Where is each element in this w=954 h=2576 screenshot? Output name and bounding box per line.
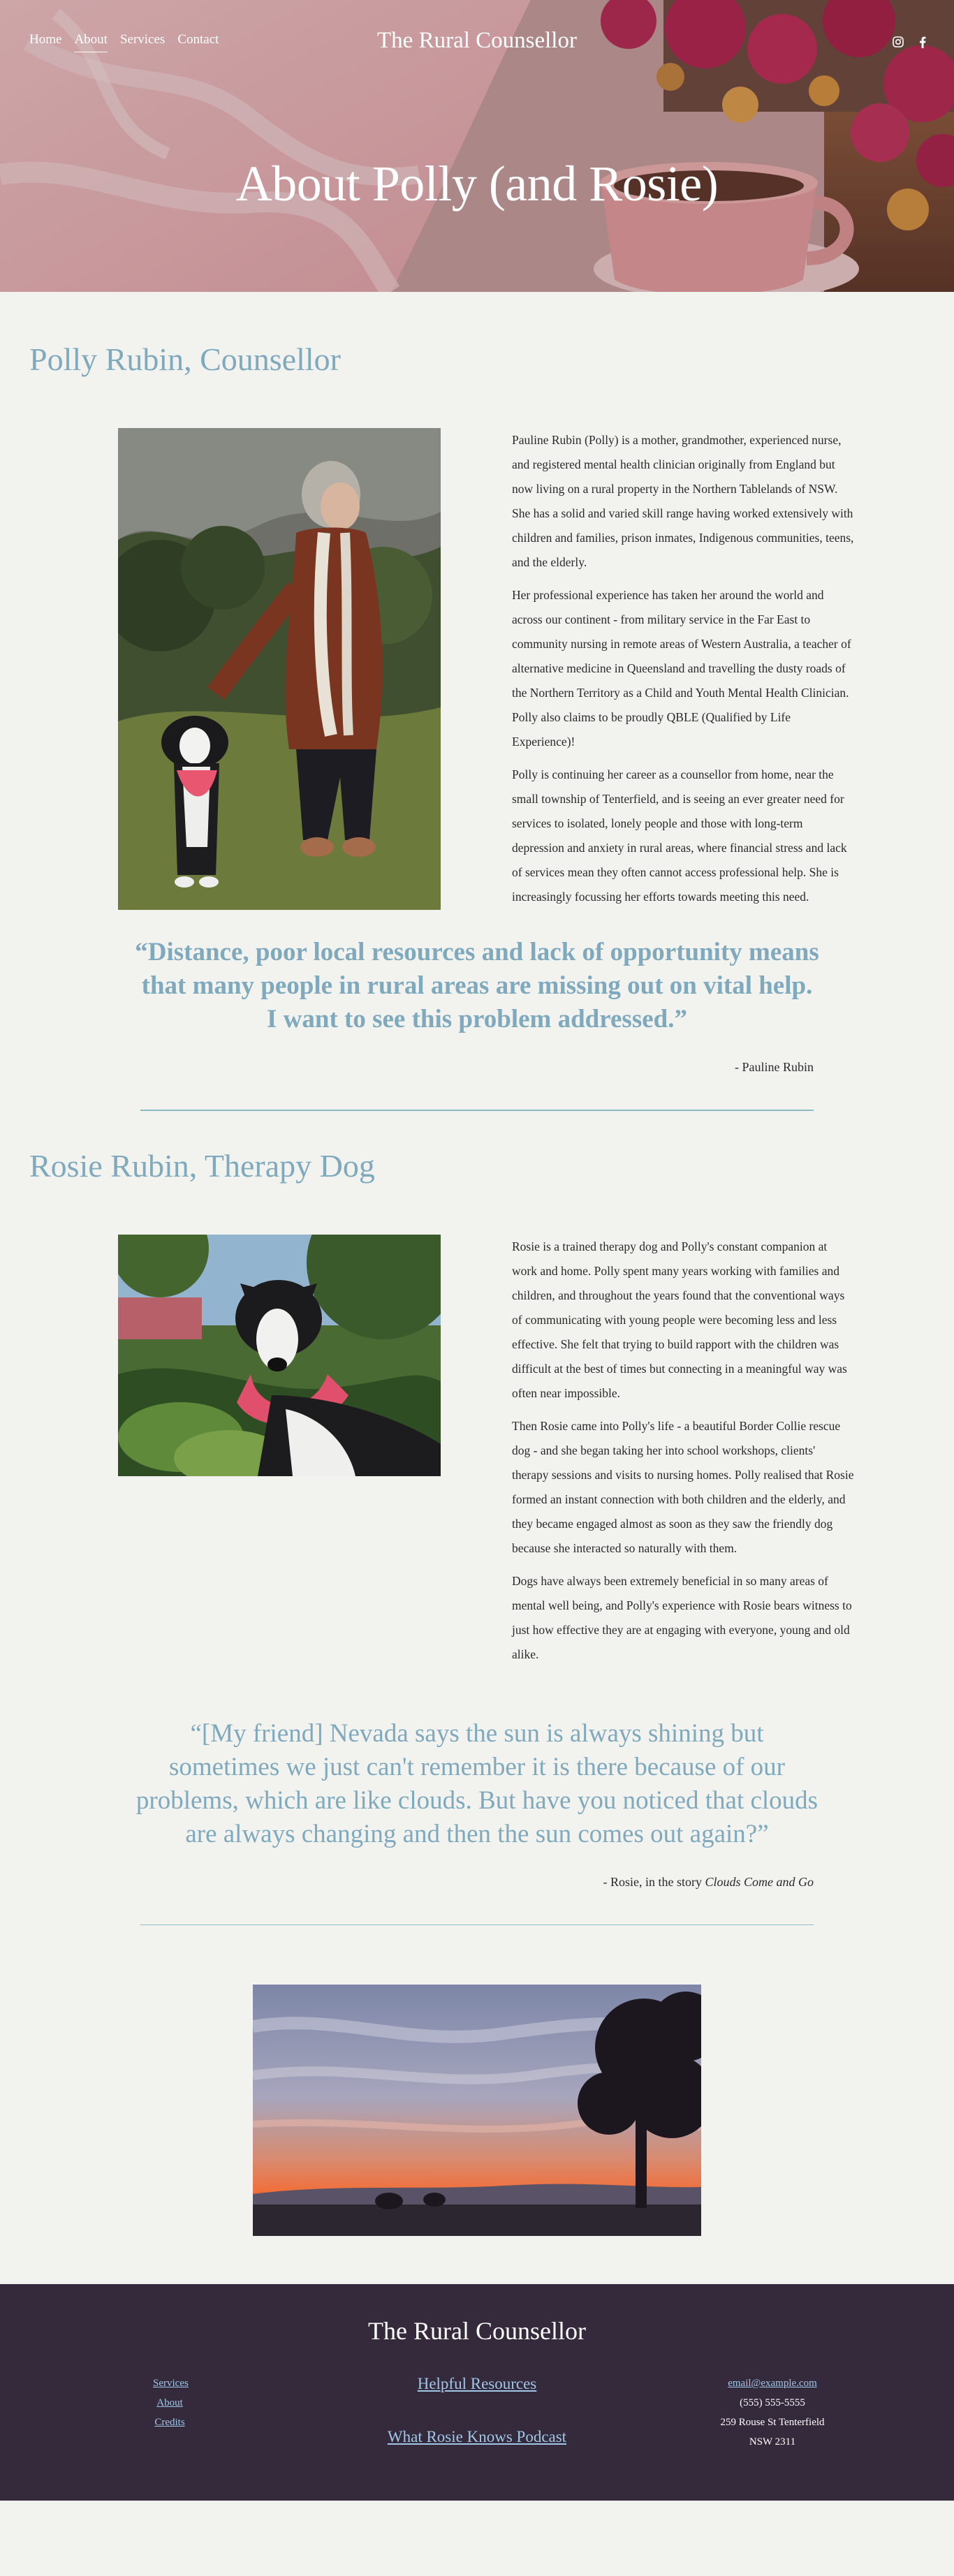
helpful-resources-link[interactable]: Helpful Resources (417, 2375, 537, 2392)
podcast-link[interactable]: What Rosie Knows Podcast (387, 2428, 567, 2445)
phone-number: (555) 555-5555 (740, 2397, 805, 2408)
attribution-prefix: - Rosie, in the story (603, 1874, 705, 1889)
polly-quote-attribution: - Pauline Rubin (735, 1060, 814, 1074)
polly-paragraph-1: Pauline Rubin (Polly) is a mother, grandmother, experienced nurse, and registered mental health clinician originally from England but now living on a rural property in the Northern Tablelands of NSW. She has a solid and varied skill range having worked extensively with children and families, prison inmates, Indigenous communities, teens, and the elderly. (512, 433, 854, 569)
site-title[interactable]: The Rural Counsellor (377, 28, 577, 53)
nav-services[interactable]: Services (119, 32, 166, 47)
rosie-paragraph-2: Then Rosie came into Polly's life - a beautiful Border Collie rescue dog - and she began taking her into school workshops, clients' therapy sessions and visits to nursing homes. Polly realised that Rosie formed an instant connection with both children and the elderly, and they became engaged almost as soon as they saw the friendly dog because she interacted so naturally with them. (512, 1418, 854, 1555)
rosie-heading: Rosie Rubin, Therapy Dog (29, 1147, 375, 1184)
rosie-quote-attribution (0, 1875, 814, 1890)
footer-link-about[interactable]: About (156, 2397, 183, 2408)
hero-banner (0, 0, 954, 292)
rosie-photo (118, 1235, 441, 1476)
section-divider (140, 1110, 814, 1111)
nav-about[interactable]: About (74, 32, 108, 52)
page-title: About Polly (and Rosie) (235, 156, 719, 212)
polly-quote: “Distance, poor local resources and lack of opportunity means that many people in rural areas are missing out on vital help. I want to see this problem addressed.” (135, 938, 819, 1033)
address: 259 Rouse St Tenterfield NSW 2311 (720, 2417, 825, 2448)
polly-photo (118, 428, 441, 910)
nav-home[interactable]: Home (29, 32, 62, 47)
polly-paragraph-3: Polly is continuing her career as a counsellor from home, near the small township of Tenterfield, and is seeing an ever greater need for services to isolated, lonely people and those with long-term depression and anxiety in rural areas, where financial stress and lack of services mean they often cannot access professional help. She is increasingly focussing her efforts towards meeting this need. (512, 767, 847, 904)
sunset-photo (253, 1985, 701, 2236)
rosie-paragraph-1: Rosie is a trained therapy dog and Polly's constant companion at work and home. Polly spent many years working with families and children, and throughout the years found that the conventional ways of communicating with young people were becoming less and less effective. She felt that trying to build rapport with the children was difficult at the best of times but connecting in a meaningful way was often near impossible. (512, 1239, 847, 1400)
rosie-paragraph-3: Dogs have always been extremely beneficial in so many areas of mental well being, and Polly's experience with Rosie bears witness to just how effective they are at engaging with everyone, young and old alike. (512, 1573, 852, 1661)
footer-link-credits[interactable]: Credits (154, 2417, 185, 2428)
rosie-section (0, 1147, 954, 1926)
polly-paragraph-2: Her professional experience has taken her around the world and across our continent - from military service in the Far East to community nursing in remote areas of Western Australia, a teacher of alternative medicine in Queensland and travelling the dusty roads of the Northern Territory as a Child and Youth Mental Health Clinician. Polly also claims to be proudly QBLE (Qualified by Life Experience)! (512, 588, 851, 749)
polly-heading: Polly Rubin, Counsellor (29, 341, 341, 377)
sunset-image-container (0, 1985, 954, 2239)
nav-contact[interactable]: Contact (177, 32, 219, 47)
footer-contact (717, 2373, 828, 2452)
email-link[interactable]: email@example.com (728, 2378, 817, 2389)
social-links (893, 36, 926, 52)
polly-section (0, 341, 954, 1111)
site-footer (0, 2284, 954, 2501)
instagram-icon[interactable] (893, 36, 904, 52)
footer-title: The Rural Counsellor (368, 2317, 586, 2345)
facebook-icon[interactable] (919, 36, 926, 52)
section-divider (140, 1924, 814, 1926)
story-title: Clouds Come and Go (705, 1874, 814, 1889)
rosie-quote: “[My friend] Nevada says the sun is always shining but sometimes we just can't remember it is there because of our problems, which are like clouds. But have you noticed that clouds are always changing and then the sun comes out again?” (135, 1718, 819, 1848)
footer-link-services[interactable]: Services (153, 2378, 189, 2389)
